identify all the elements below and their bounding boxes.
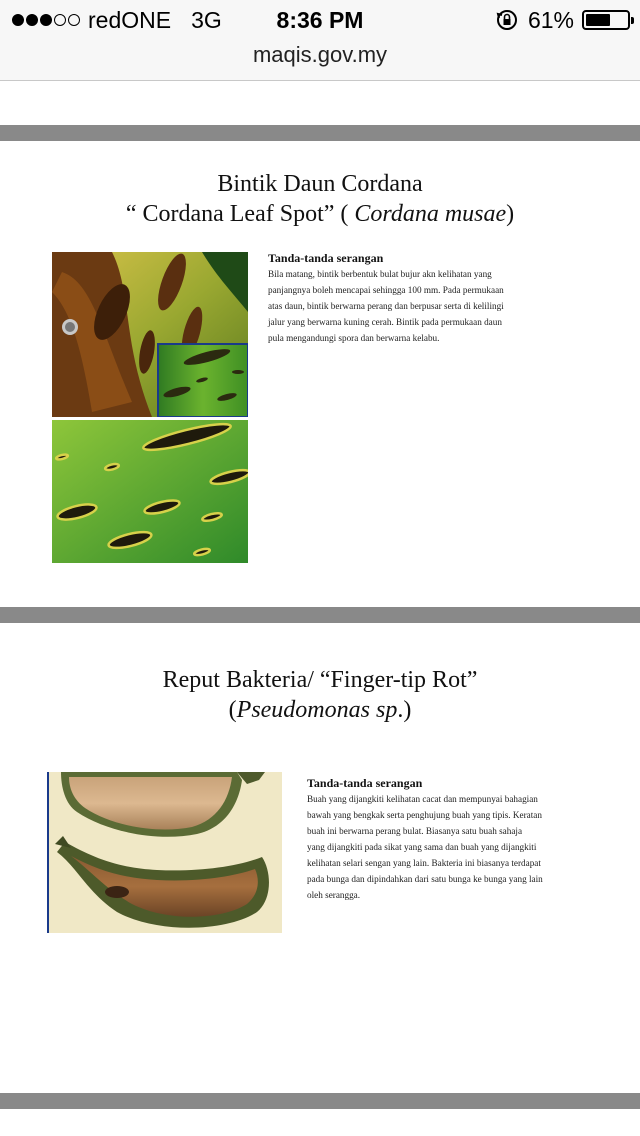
rotation-lock-icon [496, 9, 518, 31]
slide1-text-block [268, 251, 578, 346]
slide1-title-line2: “ Cordana Leaf Spot” ( Cordana musae) [125, 201, 515, 227]
slide-divider [0, 607, 640, 623]
slide1-heading: Tanda-tanda serangan [268, 251, 384, 265]
battery-percent: 61% [527, 6, 574, 33]
carrier-name: redONE [88, 6, 172, 33]
address-bar[interactable]: maqis.gov.my [0, 40, 640, 81]
slide2-title [0, 665, 640, 725]
slide2-title-line2: (Pseudomonas sp.) [228, 697, 412, 723]
slide-divider [0, 1093, 640, 1109]
status-time: 8:36 PM [276, 7, 364, 33]
leaf-spot-photo [52, 252, 248, 563]
battery-icon [582, 10, 630, 30]
battery-fill [586, 14, 610, 26]
slide-divider [0, 125, 640, 141]
slide2-heading: Tanda-tanda serangan [307, 776, 423, 790]
finger-tip-rot-photo [47, 772, 282, 933]
slide1-title-line1: Bintik Daun Cordana [217, 171, 423, 197]
slide2-text-block [307, 776, 617, 903]
slide1-title [0, 169, 640, 229]
status-bar [0, 0, 640, 40]
network-type: 3G [191, 6, 222, 33]
status-right [496, 6, 630, 34]
slide2-body: Buah yang dijangkiti kelihatan cacat dan mempunyai bahagian bawah yang bengkak serta penghujung buah yang tipis. Keratan buah ini berwarna perang bulat. Biasanya satu buah sahaja yang dijangkiti pada sikat yang sama dan buah yang dijangkiti kelihatan selari sengan yang lain. Bakteria ini biasanya terdapat pada bunga dan dipindahkan dari satu bunga ke bunga yang lain oleh serangga. [307, 794, 543, 900]
slide1-body: Bila matang, bintik berbentuk bulat bujur akn kelihatan yang panjangnya boleh mencapai sehingga 100 mm. Pada permukaan atas daun, bintik berwarna perang dan berpusar serta di kelilingi jalur yang berwarna kuning cerah. Bintik pada permukaan daun pula mengandungi spora dan berwarna kelabu. [268, 269, 504, 343]
slide2-title-line1: Reput Bakteria/ “Finger-tip Rot” [162, 667, 478, 693]
